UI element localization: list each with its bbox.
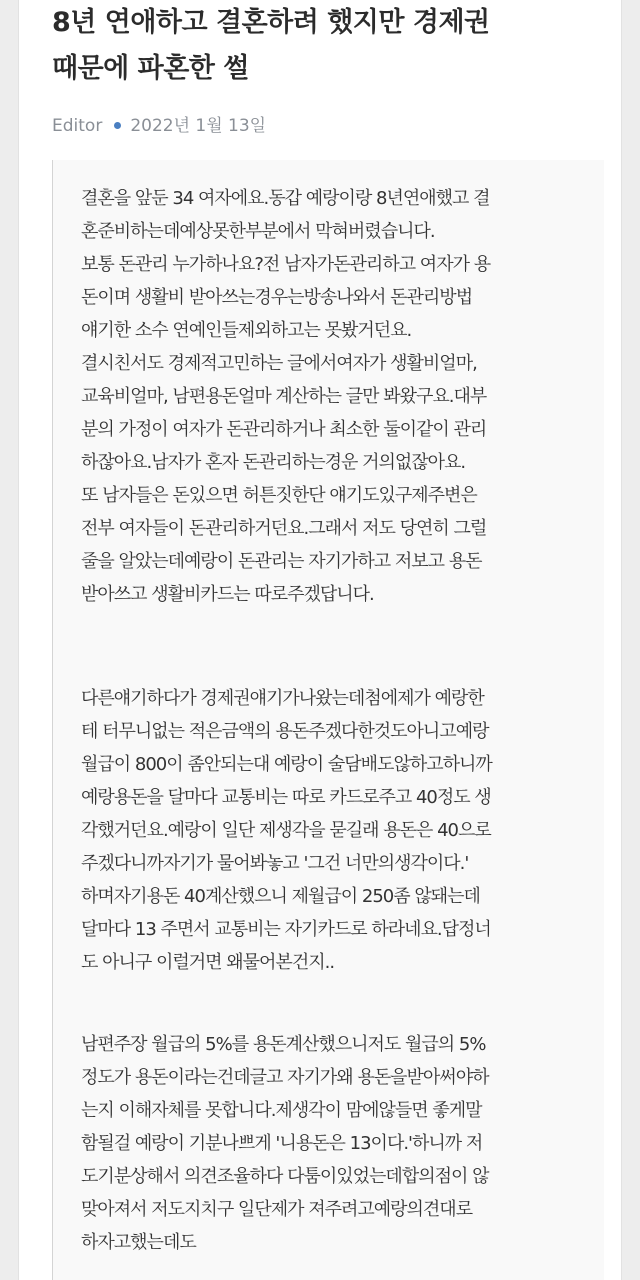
paragraph-line: 교육비얼마, 남편용돈얼마 계산하는 글만 봐왔구요.대부 bbox=[81, 386, 487, 407]
paragraph-line: 줄을 알았는데예랑이 돈관리는 자기가하고 저보고 용돈 bbox=[81, 551, 482, 572]
content-paragraph-1 bbox=[81, 182, 601, 611]
paragraph-line: 다른얘기하다가 경제권얘기가나왔는데첨에제가 예랑한 bbox=[81, 688, 484, 709]
article-title-line: 때문에 파혼한 썰 bbox=[52, 53, 249, 84]
paragraph-line: 남편주장 월급의 5%를 용돈계산했으니저도 월급의 5% bbox=[81, 1034, 486, 1055]
content-paragraph-2 bbox=[81, 682, 601, 979]
paragraph-line: 각했거던요.예랑이 일단 제생각을 묻길래 용돈은 40으로 bbox=[81, 820, 491, 841]
paragraph-line: 돈이며 생활비 받아쓰는경우는방송나와서 돈관리방법 bbox=[81, 287, 473, 308]
paragraph-line: 보통 돈관리 누가하나요?전 남자가돈관리하고 여자가 용 bbox=[81, 254, 491, 275]
publish-date: 2022년 1월 13일 bbox=[130, 116, 267, 136]
paragraph-line: 하잖아요.남자가 혼자 돈관리하는경운 거의없잖아요. bbox=[81, 452, 466, 473]
article-meta bbox=[52, 112, 266, 140]
paragraph-line: 혼준비하는데예상못한부분에서 막혀버렸습니다. bbox=[81, 221, 435, 242]
paragraph-line: 달마다 13 주면서 교통비는 자기카드로 하라네요.답정너 bbox=[81, 919, 491, 940]
paragraph-line: 도기분상해서 의견조율하다 다툼이있었는데합의점이 않 bbox=[81, 1166, 489, 1187]
paragraph-line: 전부 여자들이 돈관리하거던요.그래서 저도 당연히 그럴 bbox=[81, 518, 487, 539]
paragraph-line: 받아쓰고 생활비카드는 따로주겠답니다. bbox=[81, 584, 374, 605]
paragraph-line: 월급이 800이 좀안되는대 예랑이 술담배도않하고하니까 bbox=[81, 754, 492, 775]
paragraph-line: 함될걸 예랑이 기분나쁘게 '니용돈은 13이다.'하니까 저 bbox=[81, 1133, 483, 1154]
paragraph-line: 하자고했는데도 bbox=[81, 1232, 196, 1253]
paragraph-line: 얘기한 소수 연예인들제외하고는 못봤거던요. bbox=[81, 320, 412, 341]
paragraph-line: 또 남자들은 돈있으면 허튼짓한단 얘기도있구제주변은 bbox=[81, 485, 477, 506]
paragraph-line: 예랑용돈을 달마다 교통비는 따로 카드로주고 40정도 생 bbox=[81, 787, 491, 808]
content-screenshot bbox=[52, 160, 604, 1280]
paragraph-line: 주겠다니까자기가 물어봐놓고 '그건 너만의생각이다.' bbox=[81, 853, 469, 874]
author-name[interactable]: Editor bbox=[52, 116, 103, 136]
content-paragraph-3 bbox=[81, 1028, 601, 1259]
paragraph-line: 결혼을 앞둔 34 여자에요.동갑 예랑이랑 8년연애했고 결 bbox=[81, 188, 490, 209]
separator-dot-icon bbox=[114, 122, 121, 129]
paragraph-line: 도 아니구 이럴거면 왜물어본건지.. bbox=[81, 952, 335, 973]
article-title-line: 8년 연애하고 결혼하려 했지만 경제권 bbox=[52, 7, 490, 38]
paragraph-line: 결시친서도 경제적고민하는 글에서여자가 생활비얼마, bbox=[81, 353, 477, 374]
paragraph-line: 는지 이해자체를 못합니다.제생각이 맘에않들면 좋게말 bbox=[81, 1100, 482, 1121]
paragraph-line: 맞아져서 저도지치구 일단제가 져주려고예랑의견대로 bbox=[81, 1199, 473, 1220]
paragraph-line: 정도가 용돈이라는건데글고 자기가왜 용돈을받아써야하 bbox=[81, 1067, 489, 1088]
paragraph-line: 하며자기용돈 40계산했으니 제월급이 250좀 않돼는데 bbox=[81, 886, 480, 907]
paragraph-line: 분의 가정이 여자가 돈관리하거나 최소한 둘이같이 관리 bbox=[81, 419, 487, 440]
paragraph-line: 테 터무니없는 적은금액의 용돈주겠다한것도아니고예랑 bbox=[81, 721, 489, 742]
article-title bbox=[52, 0, 592, 92]
